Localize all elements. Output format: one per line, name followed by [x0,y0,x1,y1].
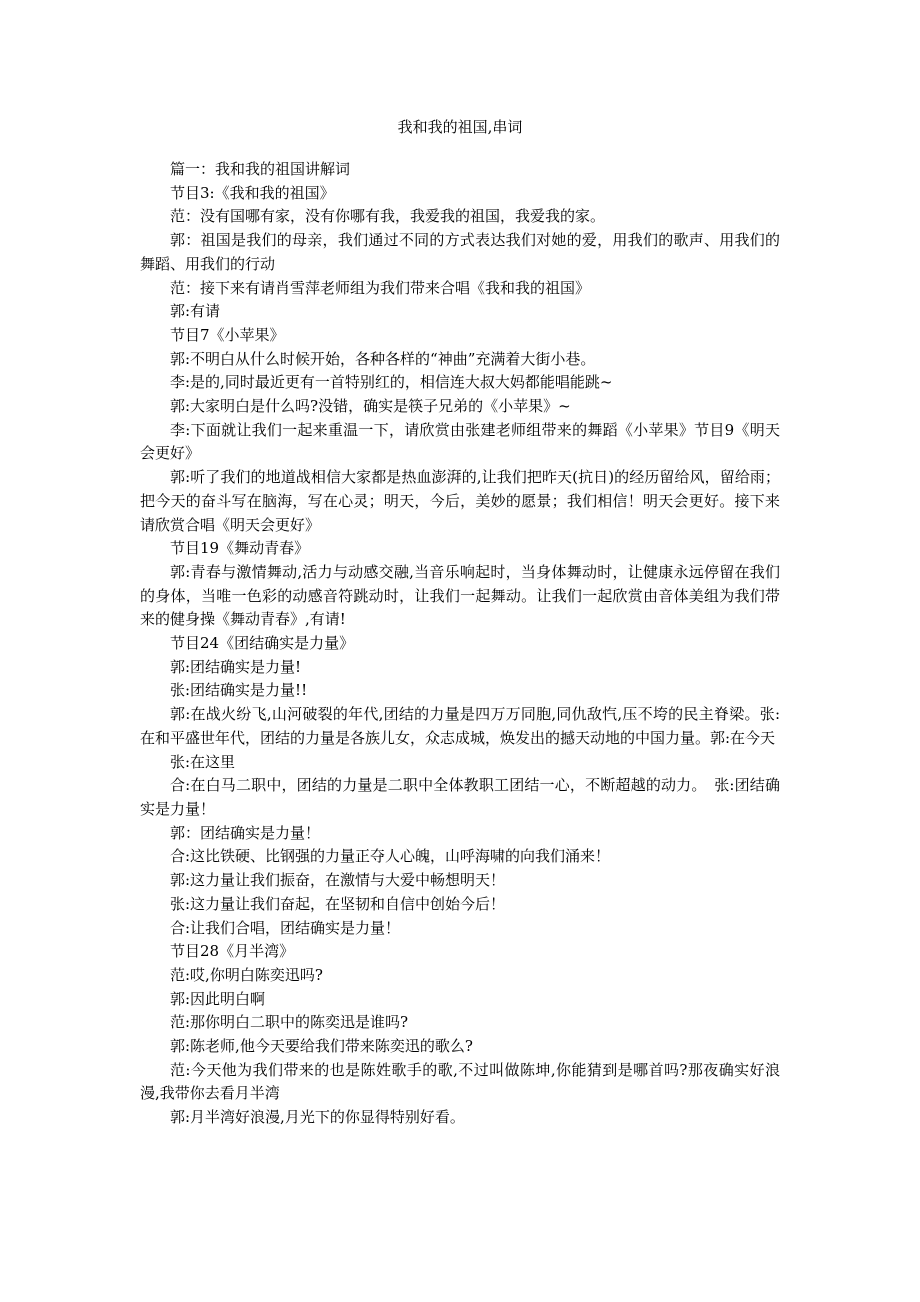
paragraph: 范:今天他为我们带来的也是陈姓歌手的歌,不过叫做陈坤,你能猜到是哪首吗?那夜确实好浪漫,我带你去看月半湾 [140,1060,780,1103]
paragraph: 郭:这力量让我们振奋，在激情与大爱中畅想明天！ [170,871,506,890]
paragraph: 节目7《小苹果》 [170,325,285,344]
paragraph: 郭:有请 [170,302,221,321]
paragraph: 郭:不明白从什么时候开始，各种各样的“神曲”充满着大街小巷。 [170,349,596,368]
document-body [140,158,780,1130]
paragraph: 合:让我们合唱，团结确实是力量！ [170,918,401,937]
paragraph: 郭：团结确实是力量！ [170,823,321,842]
document-title: 我和我的祖国,串词 [397,118,523,136]
paragraph: 李:是的,同时最近更有一首特别红的，相信连大叔大妈都能唱能跳~ [170,373,613,392]
paragraph: 节目28《月半湾》 [170,942,295,961]
paragraph: 范：没有国哪有家，没有你哪有我，我爱我的祖国，我爱我的家。 [170,207,606,226]
paragraph: 节目19《舞动青春》 [170,539,310,558]
paragraph: 张:团结确实是力量!! [170,681,308,700]
paragraph: 郭:在战火纷飞,山河破裂的年代,团结的力量是四万万同胞,同仇敌忾,压不垮的民主脊梁。张:在和平盛世年代，团结的力量是各族儿女，众志成城，焕发出的撼天动地的中国力量。郭:在今天 [140,705,780,747]
paragraph: 合:在白马二职中，团结的力量是二职中全体教职工团结一心，不断超越的动力。 张:团结确实是力量！ [140,776,780,818]
paragraph: 郭:陈老师,他今天要给我们带来陈奕迅的歌么? [170,1037,473,1056]
paragraph: 张:这力量让我们奋起，在坚韧和自信中创始今后！ [170,894,506,913]
paragraph: 郭:因此明白啊 [170,989,266,1008]
paragraph: 郭:听了我们的地道战相信大家都是热血澎湃的,让我们把昨天(抗日)的经历留给风，留给雨；把今天的奋斗写在脑海，写在心灵；明天，今后，美妙的愿景；我们相信！明天会更好。接下来请欣赏合唱《明天会更好》 [140,468,780,534]
paragraph: 郭：祖国是我们的母亲，我们通过不同的方式表达我们对她的爱，用我们的歌声、用我们的舞蹈、用我们的行动 [140,231,780,273]
paragraph: 合:这比铁硬、比钢强的力量正夺人心魄，山呼海啸的向我们涌来！ [170,847,611,866]
paragraph: 范:那你明白二职中的陈奕迅是谁吗? [170,1013,409,1032]
paragraph: 范:哎,你明白陈奕迅吗? [170,965,323,984]
paragraph: 郭:大家明白是什么吗?没错，确实是筷子兄弟的《小苹果》~ [170,397,571,416]
document-page [140,0,780,1130]
paragraph: 郭:青春与激情舞动,活力与动感交融,当音乐响起时，当身体舞动时，让健康永远停留在我们的身体，当唯一色彩的动感音符跳动时，让我们一起舞动。让我们一起欣赏由音体美组为我们带来的健身操《舞动青春》,有请! [140,562,780,629]
paragraph: 郭:月半湾好浪漫,月光下的你显得特别好看。 [170,1108,465,1127]
paragraph: 范：接下来有请肖雪萍老师组为我们带来合唱《我和我的祖国》 [170,278,591,297]
paragraph: 张:在这里 [170,752,236,771]
paragraph: 篇一：我和我的祖国讲解词 [170,160,351,178]
paragraph: 郭:团结确实是力量! [170,657,302,676]
paragraph: 李:下面就让我们一起来重温一下，请欣赏由张建老师组带来的舞蹈《小苹果》节目9《明天会更好》 [140,420,780,463]
paragraph: 节目24《团结确实是力量》 [170,634,355,653]
paragraph: 节目3:《我和我的祖国》 [170,183,335,202]
